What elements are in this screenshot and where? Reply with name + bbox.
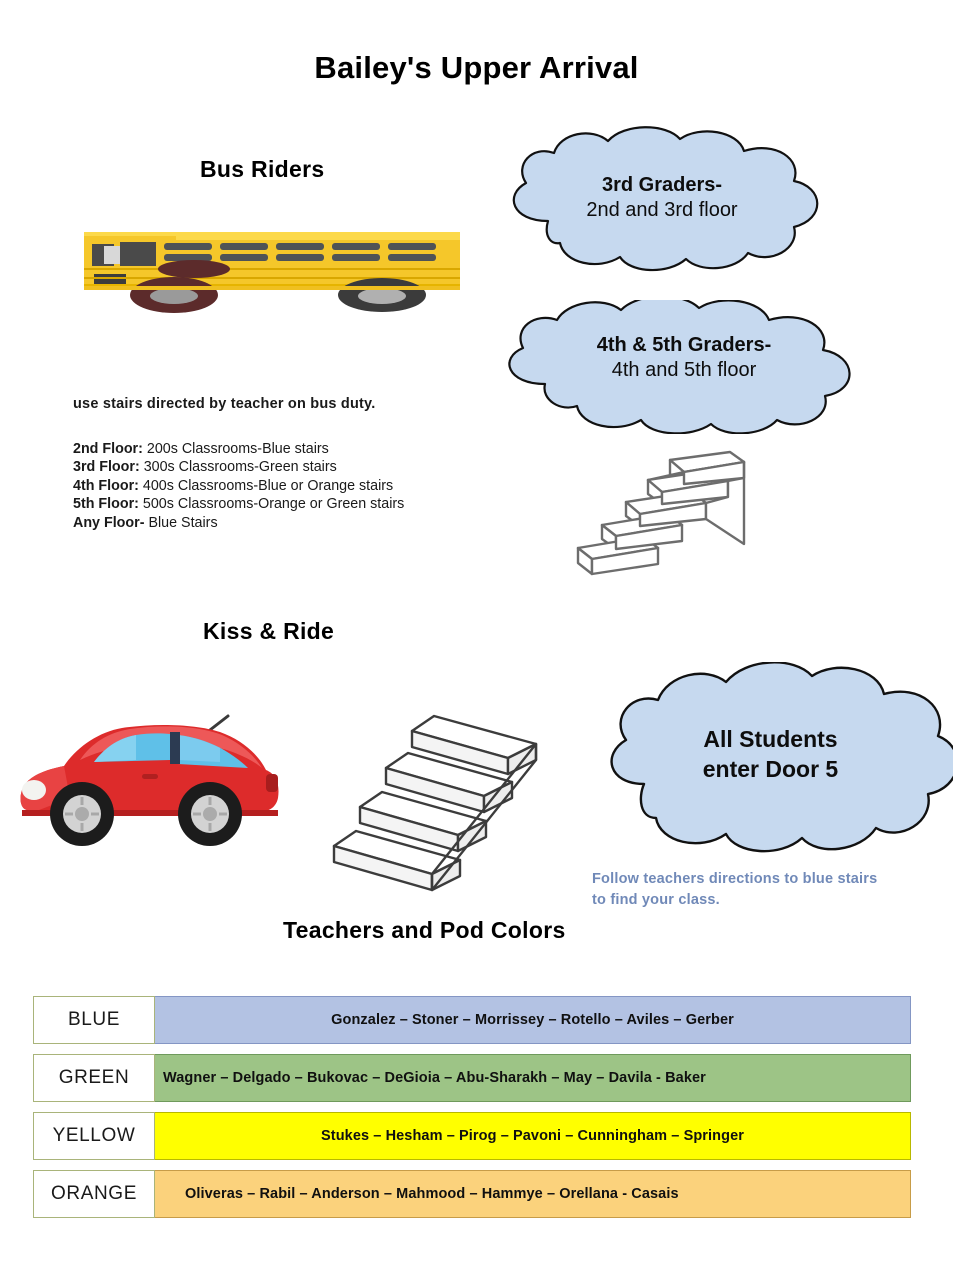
pod-teacher-list: Stukes – Hesham – Pirog – Pavoni – Cunningham – Springer [155, 1112, 911, 1160]
pod-teacher-list: Oliveras – Rabil – Anderson – Mahmood – Hammye – Orellana - Casais [155, 1170, 911, 1218]
page-title: Bailey's Upper Arrival [314, 50, 639, 85]
pod-color-label: YELLOW [33, 1112, 155, 1160]
cloud-line-1: 4th & 5th Graders- [596, 334, 772, 356]
floor-list-item [73, 495, 404, 513]
pod-teacher-list: Gonzalez – Stoner – Morrissey – Rotello – Aviles – Gerber [155, 996, 911, 1044]
pod-color-label: GREEN [33, 1054, 155, 1102]
stairs-icon [548, 448, 753, 608]
pod-color-table [33, 996, 911, 1228]
table-row [33, 1170, 911, 1218]
pod-color-label: BLUE [33, 996, 155, 1044]
cloud-text [588, 724, 953, 784]
section-heading-kiss-and-ride: Kiss & Ride [203, 618, 335, 644]
floor-label: 5th Floor: [73, 496, 139, 513]
cloud-line-2: enter Door 5 [702, 756, 839, 782]
bus-duty-note: use stairs directed by teacher on bus duty. [73, 396, 376, 412]
table-row [33, 996, 911, 1044]
callout-cloud-3rd-graders [488, 125, 836, 275]
cloud-text [487, 333, 881, 383]
school-bus-icon [82, 222, 462, 314]
cloud-line-2: 4th and 5th floor [611, 359, 757, 381]
cloud-line-2: 2nd and 3rd floor [586, 199, 738, 221]
table-row [33, 1112, 911, 1160]
floor-list-item [73, 440, 404, 458]
floor-detail: 200s Classrooms-Blue stairs [142, 441, 329, 457]
floor-detail: 300s Classrooms-Green stairs [139, 459, 337, 476]
floor-list-item [73, 477, 404, 495]
callout-cloud-4th-5th-graders [487, 300, 881, 434]
section-heading-pod-colors: Teachers and Pod Colors [283, 917, 566, 943]
cloud-line-1: 3rd Graders- [601, 174, 723, 196]
floor-label: Any Floor- [73, 514, 145, 531]
floor-label: 3rd Floor: [73, 459, 140, 476]
cloud-text [488, 173, 836, 223]
table-row [33, 1054, 911, 1102]
cloud-line-1: All Students [703, 726, 838, 752]
floor-list-item [73, 514, 404, 532]
floor-detail: 500s Classrooms-Orange or Green stairs [138, 496, 405, 513]
floor-stairs-list [73, 440, 404, 532]
floor-list-item [73, 458, 404, 476]
section-heading-bus-riders: Bus Riders [200, 156, 325, 182]
callout-cloud-door-5 [588, 662, 953, 858]
floor-label: 4th Floor: [73, 477, 139, 494]
floor-detail: Blue Stairs [144, 514, 218, 531]
red-car-icon [14, 698, 286, 850]
follow-teachers-note: Follow teachers directions to blue stairs to find your class. [592, 871, 878, 908]
pod-teacher-list: Wagner – Delgado – Bukovac – DeGioia – Abu-Sharakh – May – Davila - Baker [155, 1054, 911, 1102]
floor-detail: 400s Classrooms-Blue or Orange stairs [138, 477, 394, 494]
floor-label: 2nd Floor: [73, 441, 143, 457]
pod-color-label: ORANGE [33, 1170, 155, 1218]
stairs-icon [312, 704, 557, 898]
